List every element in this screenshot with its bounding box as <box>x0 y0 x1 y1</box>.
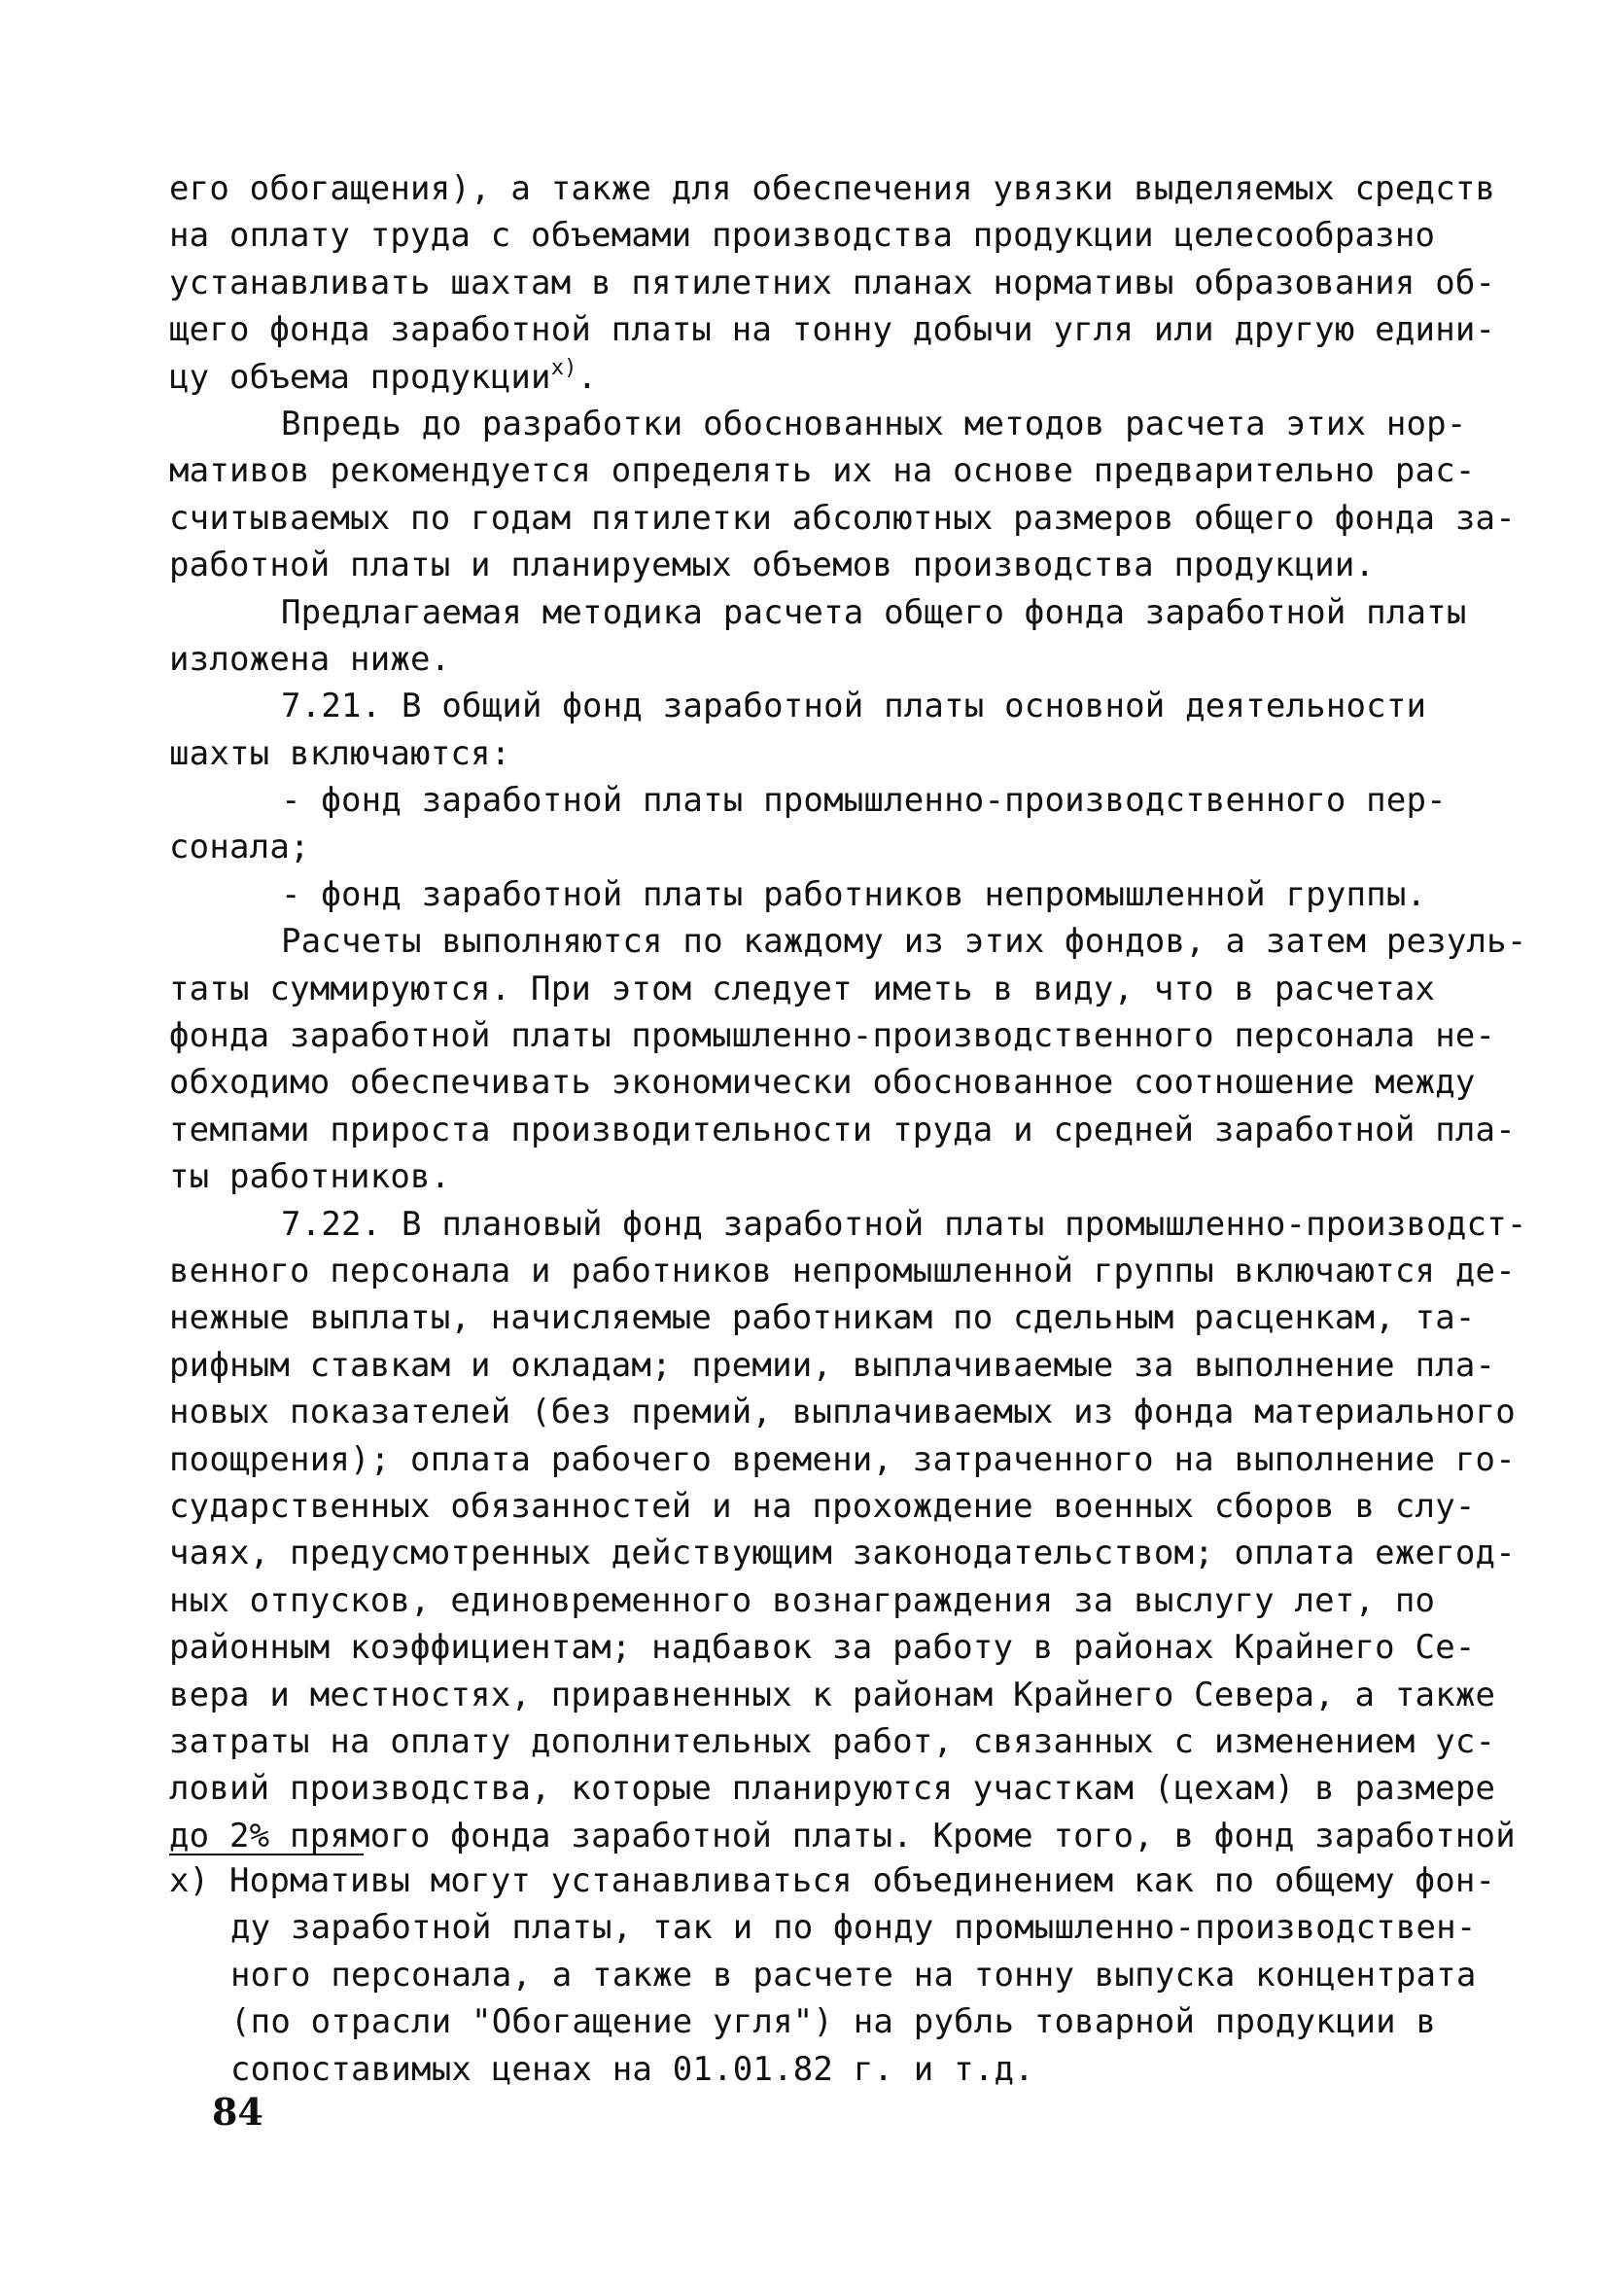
text-line: до 2% прямого фонда заработной платы. Кроме того, в фонд заработной <box>169 1816 1516 1855</box>
text-line: темпами прироста производительности труда и средней заработной пла- <box>169 1110 1516 1149</box>
text-line: мативов рекомендуется определять их на основе предварительно рас- <box>169 451 1476 491</box>
list-item-line: - фонд заработной платы работников непромышленной группы. <box>281 874 1427 914</box>
paragraph-first-line: Впредь до разработки обоснованных методов расчета этих нор- <box>281 404 1467 443</box>
footnote-separator-rule <box>169 1854 364 1855</box>
list-item-line: - фонд заработной платы промышленно-производственного пер- <box>281 781 1447 821</box>
main-text-block <box>169 165 1527 1859</box>
text-line: венного персонала и работников непромышленной группы включаются де- <box>169 1251 1516 1290</box>
text-line: обходимо обеспечивать экономически обоснованное соотношение между <box>169 1063 1476 1103</box>
section-7-22-heading-line: 7.22. В плановый фонд заработной платы промышленно-производст- <box>281 1204 1527 1244</box>
text-line: его обогащения), а также для обеспечения увязки выделяемых средств <box>169 169 1496 208</box>
text-line: ловий производства, которые планируются участкам (цехам) в размере <box>169 1769 1496 1809</box>
section-7-21-heading-line: 7.21. В общий фонд заработной платы основной деятельности <box>281 687 1427 726</box>
text-line: затраты на оплату дополнительных работ, связанных с изменением ус- <box>169 1721 1496 1761</box>
footnote-line: сопоставимых ценах на 01.01.82 г. и т.д. <box>230 2049 1034 2089</box>
text-line: фонда заработной платы промышленно-производственного персонала не- <box>169 1016 1496 1056</box>
footnote-line: ду заработной платы, так и по фонду промышленно-производствен- <box>230 1908 1477 1948</box>
text-line: поощрения); оплата рабочего времени, затраченного на выполнение го- <box>169 1439 1516 1479</box>
text-line: устанавливать шахтам в пятилетних планах нормативы образования об- <box>169 263 1496 302</box>
text-line <box>169 354 1472 401</box>
text-line: рифным ставкам и окладам; премии, выплачиваемые за выполнение пла- <box>169 1345 1496 1385</box>
text-line: считываемых по годам пятилетки абсолютных размеров общего фонда за- <box>169 498 1516 538</box>
text-line: новых показателей (без премий, выплачиваемых из фонда материального <box>169 1393 1516 1432</box>
paragraph-first-line: Предлагаемая методика расчета общего фонда заработной платы <box>281 592 1467 632</box>
text-line-content: цу объема продукции <box>169 357 551 397</box>
text-line: на оплату труда с объемами производства продукции целесообразно <box>169 216 1436 256</box>
text-line: таты суммируются. При этом следует иметь в виду, что в расчетах <box>169 969 1436 1008</box>
text-line: вера и местностях, приравненных к районам Крайнего Севера, а также <box>169 1675 1496 1714</box>
text-line: изложена ниже. <box>169 639 451 679</box>
text-line: сонала; <box>169 828 310 867</box>
text-line: сударственных обязанностей и на прохождение военных сборов в слу- <box>169 1486 1476 1526</box>
text-line: шахты включаются: <box>169 733 511 773</box>
text-line: чаях, предусмотренных действующим законодательством; оплата ежегод- <box>169 1534 1516 1573</box>
text-line: районным коэффициентам; надбавок за работу в районах Крайнего Се- <box>169 1628 1476 1668</box>
text-line: работной платы и планируемых объемов производства продукции. <box>169 546 1376 585</box>
text-line: ты работников. <box>169 1157 451 1197</box>
text-line: ных отпусков, единовременного вознаграждения за выслугу лет, по <box>169 1580 1436 1620</box>
page-number: 84 <box>212 2090 263 2134</box>
text-line-tail: . <box>577 357 598 397</box>
text-line: нежные выплаты, начисляемые работникам по сдельным расценкам, та- <box>169 1298 1476 1338</box>
footnote-line: (по отрасли "Обогащение угля") на рубль товарной продукции в <box>230 2002 1437 2042</box>
text-line: щего фонда заработной платы на тонну добычи угля или другую едини- <box>169 310 1496 350</box>
paragraph-first-line: Расчеты выполняются по каждому из этих фондов, а затем резуль- <box>281 922 1527 962</box>
footnote-line: ного персонала, а также в расчете на тонну выпуска концентрата <box>230 1955 1477 1995</box>
footnote-line: x) Нормативы могут устанавливаться объединением как по общему фон- <box>169 1861 1496 1900</box>
footnote-reference-marker: x) <box>550 355 577 380</box>
footnote-block <box>169 1857 1496 2093</box>
